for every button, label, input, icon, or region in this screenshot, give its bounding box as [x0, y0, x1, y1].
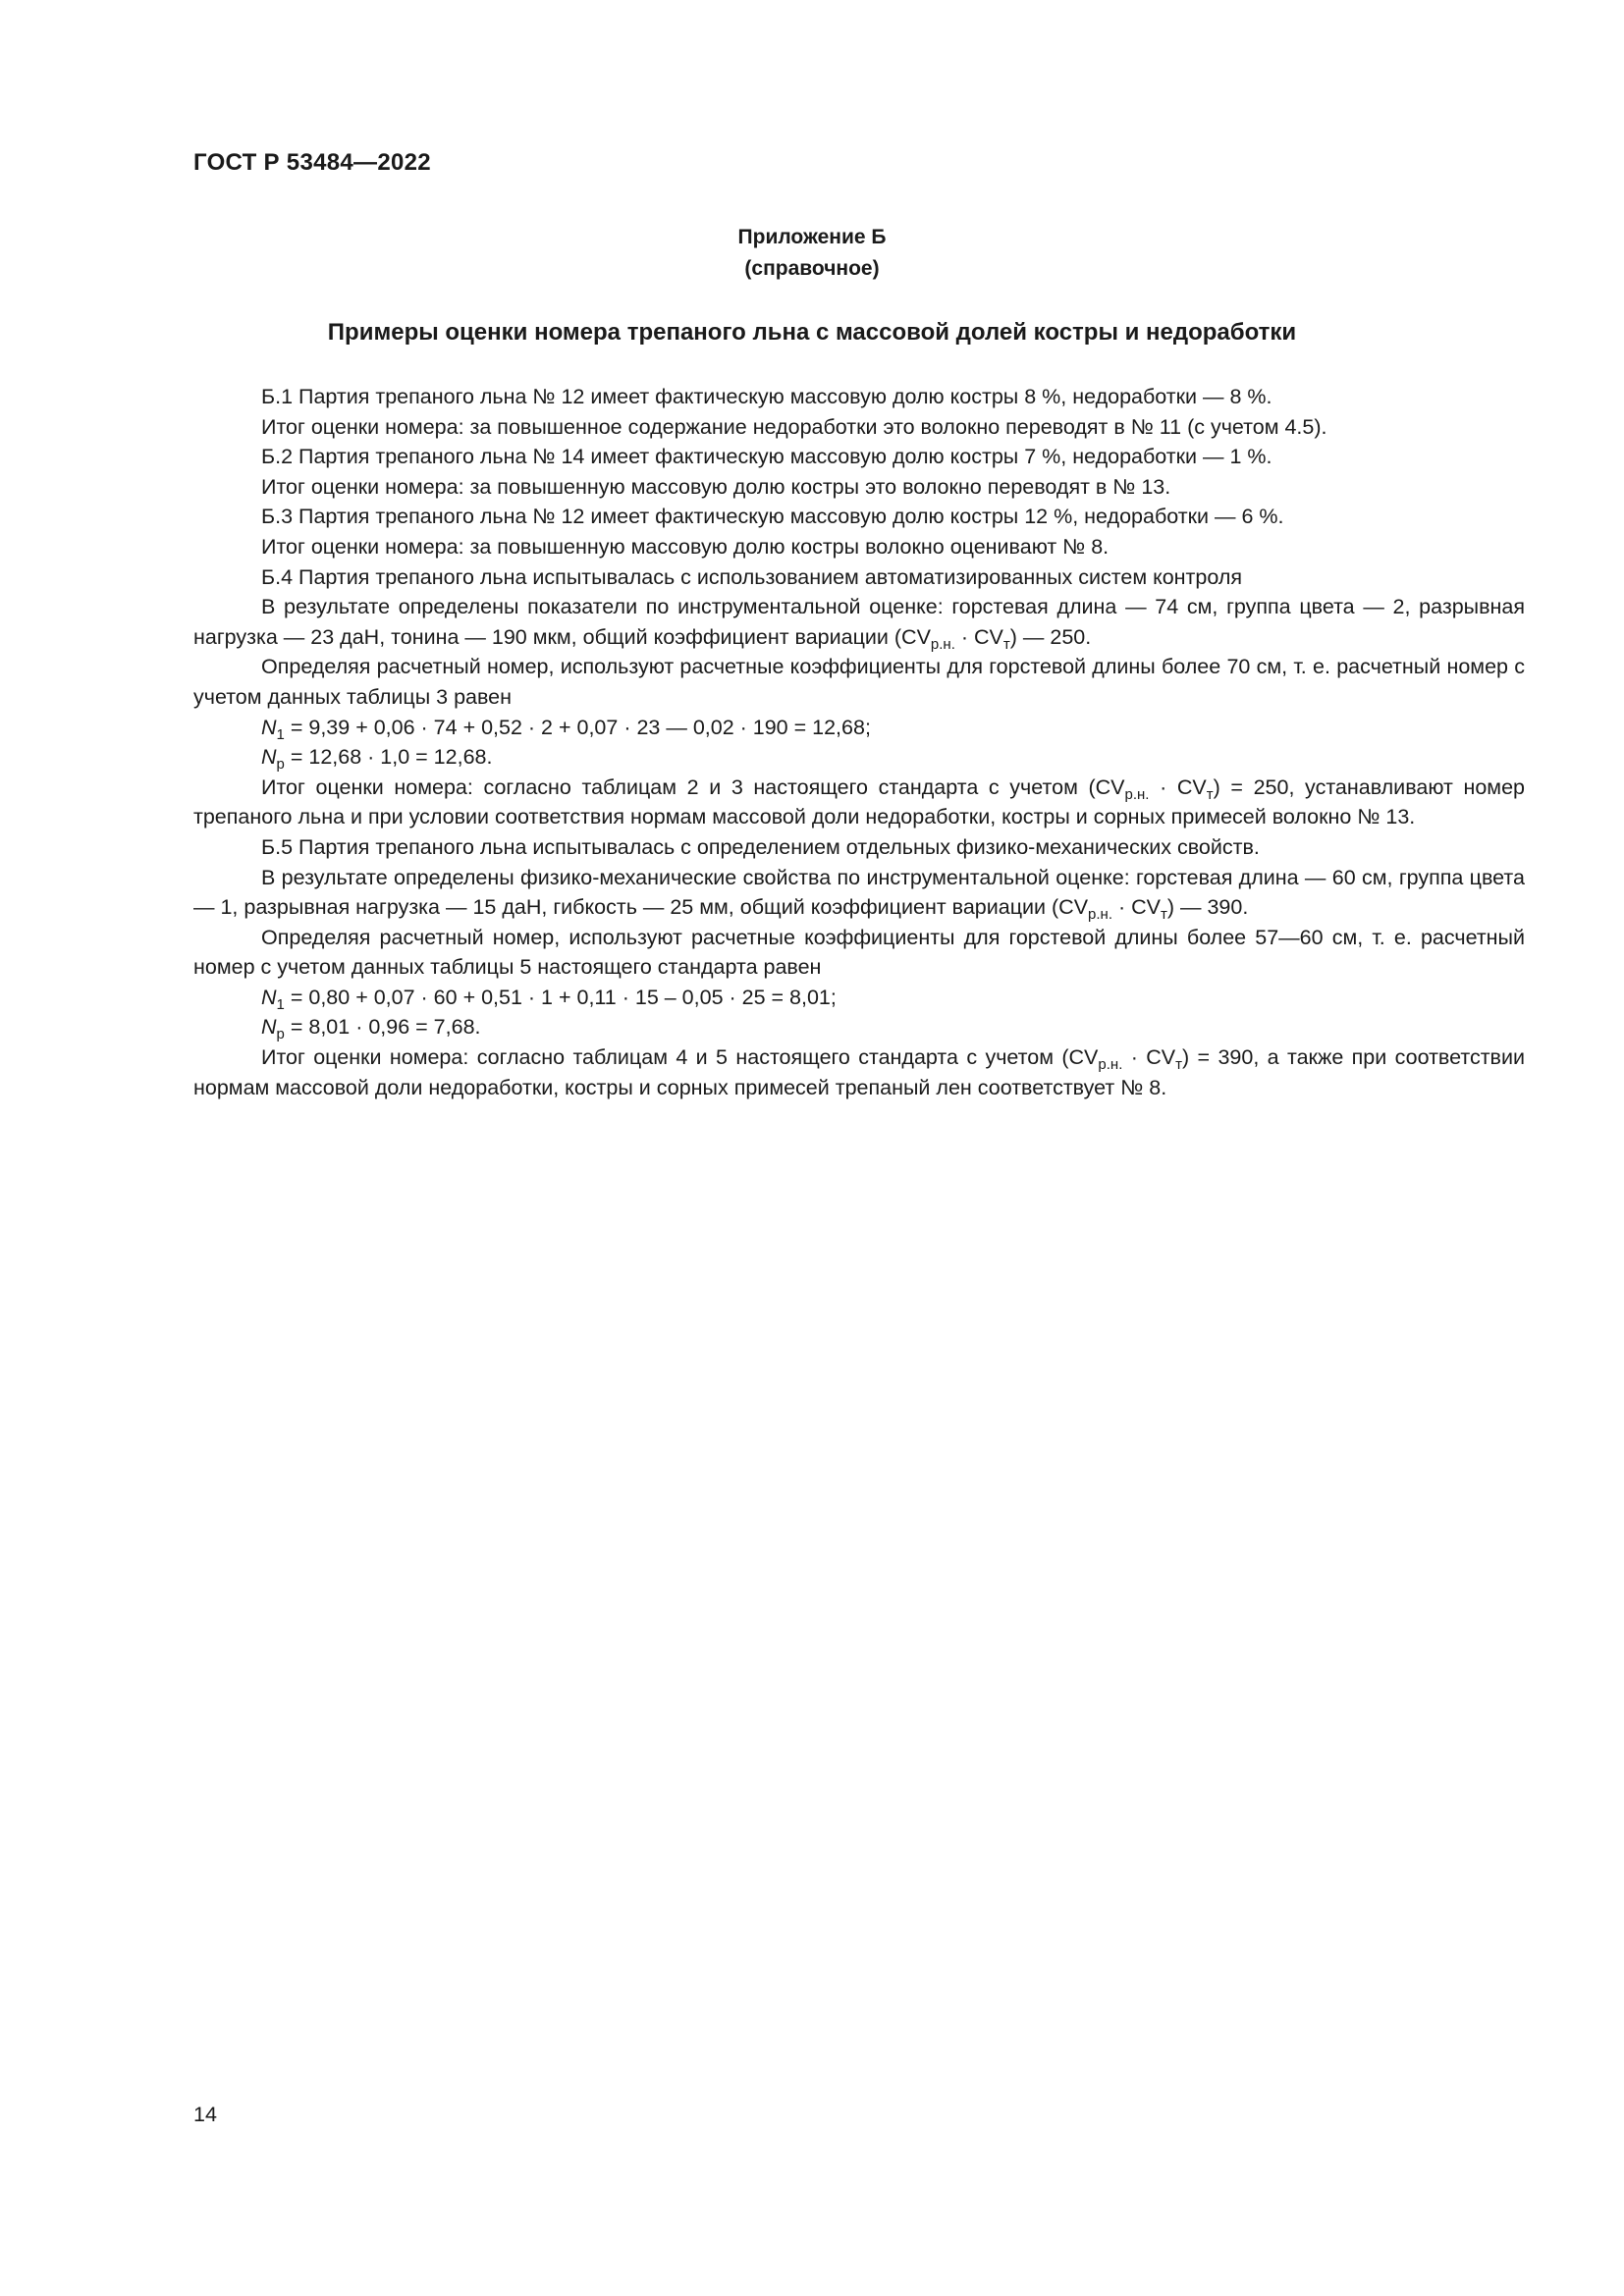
page-number: 14 — [193, 2103, 217, 2126]
subscript-p: р — [276, 756, 285, 774]
subscript-1: 1 — [276, 725, 285, 743]
subscript-t: т — [1206, 785, 1214, 803]
subscript-t: т — [1160, 906, 1167, 924]
text-run: = 0,80 + 0,07 · 60 + 0,51 · 1 + 0,11 · 15 – 0,05 · 25 = 8,01; — [284, 985, 837, 1009]
text-run: · CV — [1149, 774, 1207, 799]
text-run: = 8,01 · 0,96 = 7,68. — [284, 1015, 481, 1040]
paragraph-b1: Б.1 Партия трепаного льна № 12 имеет фактическую массовую долю костры 8 %, недоработки — 8 %. — [261, 385, 1272, 408]
symbol-n: N — [261, 985, 277, 1009]
paragraph-b5: Б.5 Партия трепаного льна испытывалась с определением отдельных физико-механических свойств. — [261, 834, 1260, 859]
subscript-1: 1 — [276, 995, 285, 1013]
text-run: В результате определены показатели по инструментальной оценке: горстевая длина — 74 см, группа цвета — 2, разрывная нагрузка — 23 даН, тонина — 190 мкм, общий коэффициент вариации (CV — [193, 595, 1525, 649]
paragraph-b4: Б.4 Партия трепаного льна испытывалась с использованием автоматизированных систем контроля — [261, 564, 1243, 589]
subscript-p: р — [276, 1026, 285, 1043]
text-run: · CV — [1122, 1045, 1176, 1070]
symbol-n: N — [261, 1015, 277, 1040]
document-id-header: ГОСТ Р 53484—2022 — [193, 149, 431, 176]
subscript-rn: р.н. — [930, 635, 955, 653]
symbol-n: N — [261, 745, 277, 770]
subscript-rn: р.н. — [1088, 906, 1112, 924]
paragraph-b5-calc-intro: Определяя расчетный номер, используют расчетные коэффициенты для горстевой длины более 57—60 см, т. е. расчетный номер с учетом данных таблицы 5 настоящего стандарта равен — [193, 925, 1525, 980]
document-body — [193, 382, 1525, 1102]
paragraph-b5-result — [193, 1042, 1525, 1102]
subscript-rn: р.н. — [1098, 1056, 1123, 1074]
text-run: = 9,39 + 0,06 · 74 + 0,52 · 2 + 0,07 · 23 — 0,02 · 190 = 12,68; — [284, 715, 871, 739]
text-run: = 12,68 · 1,0 = 12,68. — [284, 745, 493, 770]
appendix-title: Примеры оценки номера трепаного льна с массовой долей костры и недоработки — [327, 319, 1297, 346]
text-run: ) — 250. — [1009, 624, 1092, 649]
paragraph-b2-result: Итог оценки номера: за повышенную массовую долю костры это волокно переводят в № 13. — [261, 474, 1171, 499]
text-run: Итог оценки номера: согласно таблицам 2 и 3 настоящего стандарта с учетом (CV — [261, 774, 1125, 799]
paragraph-b5-results — [193, 863, 1525, 923]
subscript-rn: р.н. — [1124, 785, 1150, 803]
paragraph-b4-results — [193, 592, 1525, 652]
text-run: · CV — [954, 624, 1003, 649]
paragraph-b3: Б.3 Партия трепаного льна № 12 имеет фактическую массовую долю костры 12 %, недоработки — 6 %. — [261, 505, 1284, 529]
formula-b5-n1 — [193, 983, 1525, 1013]
paragraph-b3-result: Итог оценки номера: за повышенную массовую долю костры волокно оценивают № 8. — [261, 534, 1110, 559]
text-run: Итог оценки номера: согласно таблицам 4 и 5 настоящего стандарта с учетом (CV — [261, 1045, 1099, 1070]
text-run: ) = 250, устанавливают номер трепаного льна и при условии соответствия нормам массовой доли недоработки, костры и сорных примесей волокно № 13. — [193, 774, 1525, 829]
paragraph-b4-calc-intro: Определяя расчетный номер, используют расчетные коэффициенты для горстевой длины более 70 см, т. е. расчетный номер с учетом данных таблицы 3 равен — [193, 655, 1525, 709]
formula-b4-n1 — [193, 713, 1525, 743]
appendix-type: (справочное) — [744, 257, 880, 280]
formula-b5-np — [193, 1012, 1525, 1042]
paragraph-b4-result — [193, 773, 1525, 832]
formula-b4-np — [193, 742, 1525, 773]
text-run: ) = 390, а также при соответствии нормам массовой доли недоработки, костры и сорных примесей трепаный лен соответствует № 8. — [193, 1045, 1525, 1099]
paragraph-b2: Б.2 Партия трепаного льна № 14 имеет фактическую массовую долю костры 7 %, недоработки — 1 %. — [261, 445, 1272, 469]
text-run: В результате определены физико-механические свойства по инструментальной оценке: горстевая длина — 60 см, группа цвета — 1, разрывная нагрузка — 15 даН, гибкость — 25 мм, общий коэффициент вариации (CV — [193, 865, 1525, 920]
text-run: ) — 390. — [1166, 895, 1249, 920]
subscript-t: т — [1002, 635, 1010, 653]
symbol-n: N — [261, 715, 277, 739]
text-run: · CV — [1112, 895, 1161, 920]
appendix-label: Приложение Б — [737, 226, 887, 248]
paragraph-b1-result: Итог оценки номера: за повышенное содержание недоработки это волокно переводят в № 11 (с учетом 4.5). — [261, 414, 1327, 439]
subscript-t: т — [1175, 1056, 1183, 1074]
